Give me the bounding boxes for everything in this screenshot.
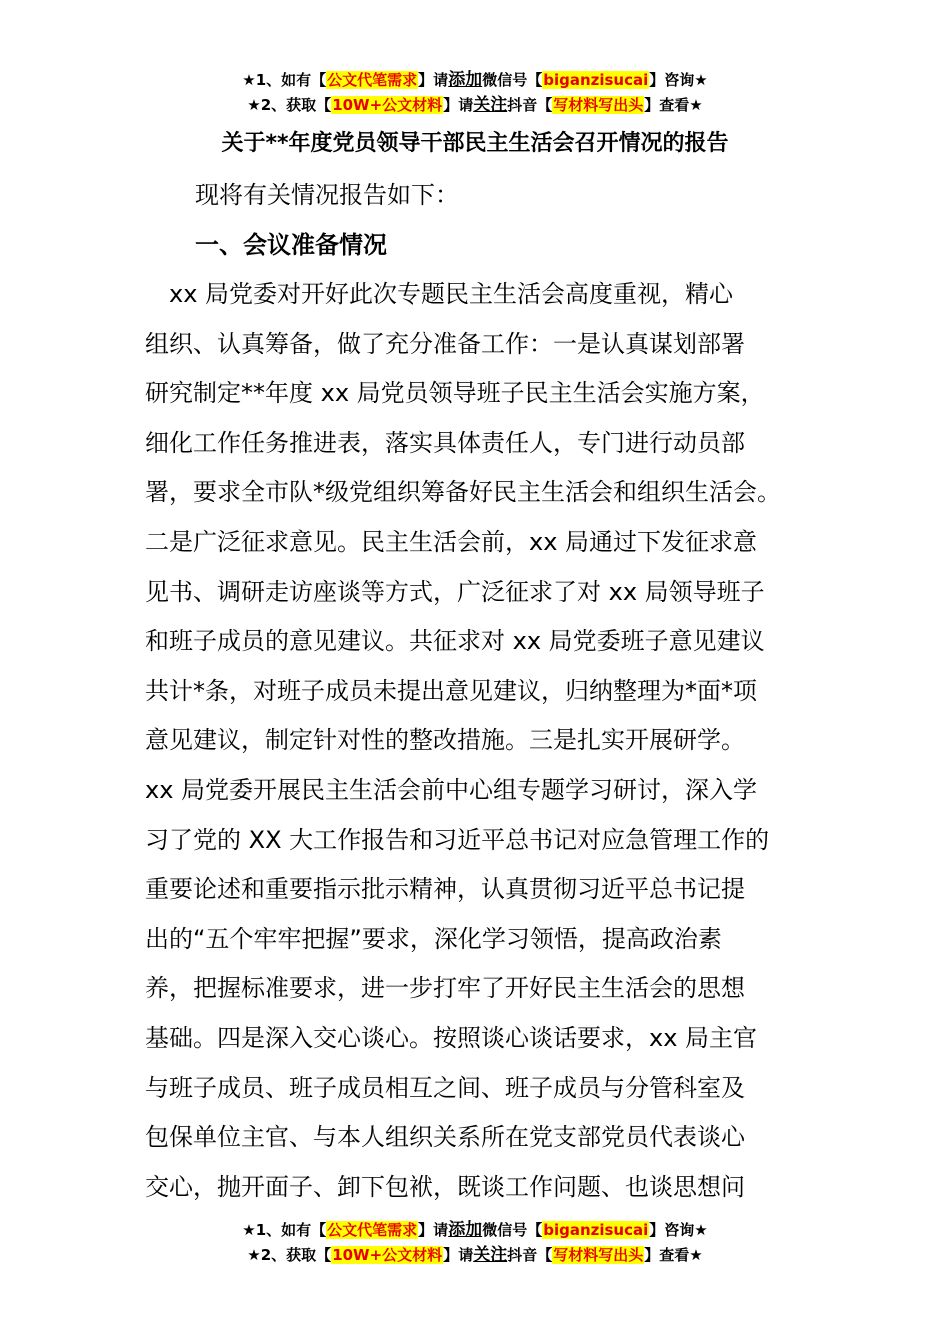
body-line: 基础。四是深入交心谈心。按照谈心谈话要求，xx 局主官 — [145, 1023, 758, 1052]
promo-text: 】请 — [418, 71, 449, 89]
body-line: 共计*条，对班子成员未提出意见建议，归纳整理为*面*项 — [145, 676, 757, 705]
body-line: 意见建议，制定针对性的整改措施。三是扎实开展研学。 — [145, 726, 745, 755]
body-line: 交心，抛开面子、卸下包袱，既谈工作问题、也谈思想问 — [145, 1172, 745, 1201]
body-line: 与班子成员、班子成员相互之间、班子成员与分管科室及 — [145, 1073, 745, 1102]
promo-text: 】查看★ — [644, 1246, 703, 1264]
promo-text: 】查看★ — [644, 96, 703, 114]
promo-highlight: 公文代笔需求 — [327, 1221, 418, 1239]
body-line: 研究制定**年度 xx 局党员领导班子民主生活会实施方案， — [145, 379, 765, 408]
promo-text: ★2、获取【 — [247, 1246, 332, 1264]
promo-douyin-id: 写材料写出头 — [553, 96, 644, 114]
body-line: 组织、认真筹备，做了充分准备工作：一是认真谋划部署 — [145, 329, 745, 358]
promo-wechat-id: biganzisucai — [543, 71, 649, 89]
promo-highlight: 10W+公文材料 — [332, 96, 443, 114]
body-line: xx 局党委开展民主生活会前中心组专题学习研讨，深入学 — [145, 775, 758, 804]
promo-underline: 关注 — [473, 1245, 508, 1265]
promo-text: 微信号【 — [482, 71, 543, 89]
promo-text: 】请 — [418, 1221, 449, 1239]
promo-text: 微信号【 — [482, 1221, 543, 1239]
promo-text: 抖音【 — [507, 1246, 553, 1264]
promo-underline: 添加 — [448, 1220, 483, 1240]
promo-text: 】请 — [443, 1246, 474, 1264]
body-line: xx 局党委对开好此次专题民主生活会高度重视，精心 — [145, 280, 734, 308]
body-line: 习了党的 XX 大工作报告和习近平总书记对应急管理工作的 — [145, 825, 770, 854]
body-line: 二是广泛征求意见。民主生活会前，xx 局通过下发征求意 — [145, 527, 758, 556]
promo-line-1-bottom — [0, 1218, 950, 1242]
promo-wechat-id: biganzisucai — [543, 1221, 649, 1239]
promo-douyin-id: 写材料写出头 — [553, 1246, 644, 1264]
document-title: 关于**年度党员领导干部民主生活会召开情况的报告 — [221, 131, 729, 156]
body-paragraph — [145, 270, 815, 1212]
promo-underline: 关注 — [473, 95, 508, 115]
promo-text: 】咨询★ — [649, 1221, 708, 1239]
body-line: 包保单位主官、与本人组织关系所在党支部党员代表谈心 — [145, 1123, 745, 1152]
promo-text: ★2、获取【 — [247, 96, 332, 114]
promo-text: 抖音【 — [507, 96, 553, 114]
body-line: 署，要求全市队*级党组织筹备好民主生活会和组织生活会。 — [145, 478, 781, 507]
body-line: 养，把握标准要求，进一步打牢了开好民主生活会的思想 — [145, 974, 745, 1003]
promo-highlight: 10W+公文材料 — [332, 1246, 443, 1264]
body-line: 细化工作任务推进表，落实具体责任人，专门进行动员部 — [145, 428, 745, 457]
section-heading: 一、会议准备情况 — [195, 231, 387, 259]
body-line: 出的“五个牢牢把握”要求，深化学习领悟，提高政治素 — [145, 924, 722, 953]
promo-text: ★1、如有【 — [242, 71, 327, 89]
lead-paragraph: 现将有关情况报告如下： — [195, 181, 459, 209]
body-line: 见书、调研走访座谈等方式，广泛征求了对 xx 局领导班子 — [145, 577, 765, 606]
promo-text: 】咨询★ — [649, 71, 708, 89]
promo-line-2-top — [0, 93, 950, 117]
promo-text: ★1、如有【 — [242, 1221, 327, 1239]
body-line: 重要论述和重要指示批示精神，认真贯彻习近平总书记提 — [145, 875, 745, 904]
body-line: 和班子成员的意见建议。共征求对 xx 局党委班子意见建议 — [145, 627, 765, 656]
promo-line-2-bottom — [0, 1243, 950, 1267]
promo-line-1-top — [0, 68, 950, 92]
promo-highlight: 公文代笔需求 — [327, 71, 418, 89]
promo-text: 】请 — [443, 96, 474, 114]
promo-underline: 添加 — [448, 70, 483, 90]
